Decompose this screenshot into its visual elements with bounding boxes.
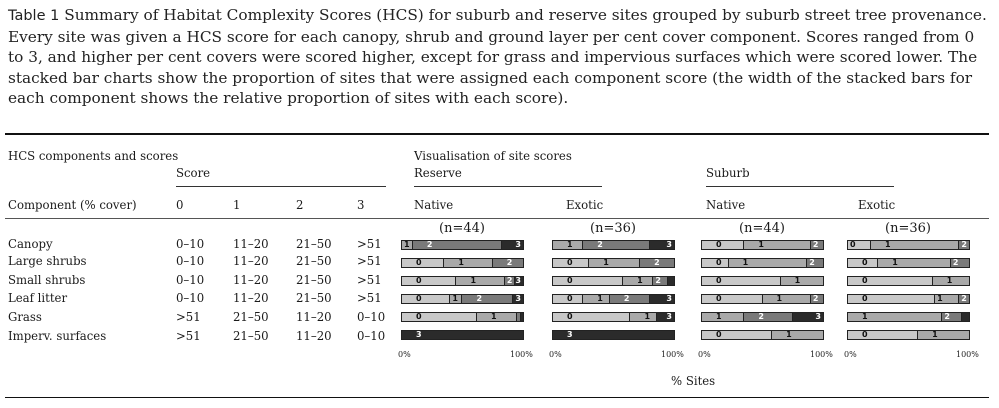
bar-segment-score-3 <box>521 313 523 321</box>
segment-score-label: 1 <box>404 240 410 249</box>
segment-score-label: 1 <box>458 258 464 267</box>
bar-segment-score-2 <box>462 295 513 303</box>
table-bottom-rule <box>5 397 989 398</box>
bar-segment-score-2 <box>640 259 674 267</box>
score-range-cell: 11–20 <box>233 237 269 251</box>
bar-segment-score-1 <box>702 313 744 321</box>
score-range-cell: 11–20 <box>233 273 269 287</box>
segment-score-label: 0 <box>416 294 422 303</box>
stacked-bar <box>847 276 970 286</box>
segment-score-label: 1 <box>946 276 953 285</box>
axis-tick-min: 0% <box>844 350 857 359</box>
bar-segment-score-1 <box>729 259 808 267</box>
stacked-bar <box>401 240 524 250</box>
bar-segment-score-0 <box>848 259 878 267</box>
segment-score-label: 0 <box>862 294 868 303</box>
score-range-cell: >51 <box>176 329 201 343</box>
stacked-bar <box>701 276 824 286</box>
segment-score-label: 1 <box>892 258 898 267</box>
stacked-bar <box>701 330 824 340</box>
bar-segment-score-3 <box>502 241 523 249</box>
segment-score-label: 3 <box>515 294 521 303</box>
stacked-bar <box>552 312 675 322</box>
bar-segment-score-2 <box>807 259 823 267</box>
score-range-cell: >51 <box>357 237 382 251</box>
segment-score-label: 2 <box>952 258 959 267</box>
component-name: Grass <box>8 310 42 324</box>
bar-segment-score-1 <box>763 295 811 303</box>
header-hcs: HCS components and scores <box>8 149 179 163</box>
bar-segment-score-1 <box>935 295 959 303</box>
segment-score-label: 1 <box>470 276 477 285</box>
bar-segment-score-2 <box>959 295 969 303</box>
component-name: Imperv. surfaces <box>8 329 107 343</box>
stacked-bar <box>847 240 970 250</box>
component-name: Canopy <box>8 237 53 251</box>
table-top-rule <box>5 133 989 135</box>
score-range-cell: 0–10 <box>176 237 205 251</box>
bar-segment-score-1 <box>623 277 653 285</box>
bar-segment-score-3 <box>515 277 523 285</box>
stacked-bar <box>701 240 824 250</box>
stacked-bar <box>701 312 824 322</box>
bar-segment-score-2 <box>413 241 503 249</box>
bar-segment-score-3 <box>657 313 674 321</box>
bar-segment-score-1 <box>878 259 951 267</box>
score-col-2: 2 <box>296 198 304 212</box>
segment-score-label: 1 <box>597 294 603 303</box>
score-col-0: 0 <box>176 198 184 212</box>
score-range-cell: 11–20 <box>296 329 332 343</box>
bar-segment-score-1 <box>583 295 610 303</box>
stacked-bar <box>552 258 675 268</box>
score-range-cell: 0–10 <box>357 310 386 324</box>
bar-segment-score-0 <box>402 295 450 303</box>
bar-segment-score-2 <box>942 313 961 321</box>
bar-segment-score-0 <box>702 331 772 339</box>
stacked-bar <box>401 258 524 268</box>
segment-score-label: 1 <box>644 312 651 321</box>
n-label-1: (n=36) <box>590 221 636 236</box>
bar-segment-score-2 <box>610 295 650 303</box>
segment-score-label: 2 <box>812 240 819 249</box>
segment-score-label: 1 <box>937 294 943 303</box>
segment-score-label: 2 <box>597 240 603 249</box>
caption-text: Summary of Habitat Complexity Scores (HCS) for suburb and reserve sites grouped by suburb street tree provenance. Every site was given a HCS score for each canopy, shrub and ground layer per cent cover component. Scores ranged from 0 to 3, and higher per cent covers were scored higher, except for grass and impervious surfaces which were scored lower. The stacked bar charts show the proportion of sites that were assigned each component score (the width of the stacked bars for each component shows the relative proportion of sites with each score). <box>8 6 987 108</box>
bar-segment-score-1 <box>848 313 942 321</box>
table-caption <box>8 5 992 109</box>
segment-score-label: 1 <box>742 258 749 267</box>
segment-score-label: 0 <box>716 258 722 267</box>
segment-score-label: 1 <box>776 294 783 303</box>
bar-segment-score-0 <box>848 295 935 303</box>
header-component: Component (% cover) <box>8 198 137 212</box>
stacked-bar <box>847 258 970 268</box>
stacked-bar <box>847 294 970 304</box>
stacked-bar <box>701 258 824 268</box>
bar-segment-score-0 <box>848 277 933 285</box>
bar-segment-score-1 <box>450 295 462 303</box>
segment-score-label: 0 <box>716 330 722 339</box>
bar-segment-score-2 <box>811 241 823 249</box>
stacked-bar <box>552 276 675 286</box>
bar-segment-score-0 <box>402 313 477 321</box>
header-bottom-rule <box>5 218 989 219</box>
segment-score-label: 0 <box>716 276 722 285</box>
segment-score-label: 1 <box>932 330 938 339</box>
segment-score-label: 2 <box>506 258 513 267</box>
bar-segment-score-2 <box>583 241 650 249</box>
group-label-2: Native <box>706 198 746 212</box>
bar-segment-score-1 <box>589 259 640 267</box>
score-range-cell: >51 <box>176 310 201 324</box>
segment-score-label: 2 <box>506 276 513 285</box>
segment-score-label: 1 <box>884 240 891 249</box>
bar-segment-score-1 <box>744 241 811 249</box>
bar-segment-score-2 <box>505 277 515 285</box>
segment-score-label: 3 <box>416 330 422 339</box>
segment-score-label: 0 <box>567 294 573 303</box>
score-range-cell: 11–20 <box>296 310 332 324</box>
axis-tick-min: 0% <box>398 350 411 359</box>
bar-segment-score-2 <box>959 241 969 249</box>
segment-score-label: 2 <box>654 258 660 267</box>
bar-segment-score-3 <box>513 295 523 303</box>
score-col-1: 1 <box>233 198 241 212</box>
bar-segment-score-1 <box>477 313 517 321</box>
score-range-cell: 0–10 <box>357 329 386 343</box>
segment-score-label: 0 <box>862 330 868 339</box>
segment-score-label: 2 <box>623 294 630 303</box>
segment-score-label: 0 <box>567 312 573 321</box>
axis-tick-min: 0% <box>698 350 711 359</box>
segment-score-label: 0 <box>416 258 422 267</box>
stacked-bar <box>847 330 970 340</box>
axis-tick-max: 100% <box>510 350 533 359</box>
segment-score-label: 1 <box>452 294 458 303</box>
segment-score-label: 3 <box>567 330 573 339</box>
bar-segment-score-2 <box>951 259 969 267</box>
stacked-bar <box>701 294 824 304</box>
segment-score-label: 1 <box>794 276 801 285</box>
group-label-1: Exotic <box>566 198 604 212</box>
bar-segment-score-1 <box>871 241 959 249</box>
bar-segment-score-0 <box>702 277 781 285</box>
segment-score-label: 2 <box>476 294 483 303</box>
score-range-cell: 21–50 <box>233 329 269 343</box>
stacked-bar <box>552 330 675 340</box>
segment-score-label: 3 <box>666 240 672 249</box>
bar-segment-score-0 <box>848 331 918 339</box>
segment-score-label: 2 <box>655 276 661 285</box>
score-range-cell: 21–50 <box>296 291 332 305</box>
axis-tick-max: 100% <box>661 350 684 359</box>
segment-score-label: 2 <box>812 294 819 303</box>
bar-segment-score-0 <box>402 259 444 267</box>
segment-score-label: 2 <box>961 294 967 303</box>
header-visualisation: Visualisation of site scores <box>414 149 572 163</box>
segment-score-label: 3 <box>666 312 672 321</box>
segment-score-label: 0 <box>716 240 722 249</box>
bar-segment-score-1 <box>402 241 413 249</box>
bar-segment-score-2 <box>811 295 823 303</box>
bar-segment-score-3 <box>650 295 674 303</box>
bar-segment-score-3 <box>650 241 674 249</box>
reserve-rule <box>414 186 602 187</box>
segment-score-label: 1 <box>567 240 573 249</box>
segment-score-label: 1 <box>786 330 792 339</box>
segment-score-label: 2 <box>809 258 815 267</box>
score-range-cell: >51 <box>357 291 382 305</box>
bar-segment-score-0 <box>702 295 763 303</box>
bar-segment-score-1 <box>918 331 969 339</box>
score-range-cell: 21–50 <box>233 310 269 324</box>
suburb-rule <box>706 186 894 187</box>
bar-segment-score-1 <box>933 277 969 285</box>
bar-segment-score-1 <box>772 331 823 339</box>
n-label-0: (n=44) <box>439 221 485 236</box>
segment-score-label: 0 <box>716 294 722 303</box>
score-range-cell: 21–50 <box>296 273 332 287</box>
header-score: Score <box>176 166 211 180</box>
segment-score-label: 3 <box>666 294 672 303</box>
axis-tick-max: 100% <box>810 350 833 359</box>
score-range-cell: 11–20 <box>233 254 269 268</box>
component-name: Large shrubs <box>8 254 87 268</box>
segment-score-label: 3 <box>815 312 821 321</box>
segment-score-label: 3 <box>515 240 521 249</box>
component-name: Small shrubs <box>8 273 86 287</box>
bar-segment-score-2 <box>744 313 792 321</box>
bar-segment-score-0 <box>702 241 744 249</box>
bar-segment-score-3 <box>793 313 823 321</box>
score-range-cell: >51 <box>357 254 382 268</box>
group-label-0: Native <box>414 198 454 212</box>
bar-segment-score-0 <box>553 295 583 303</box>
score-rule <box>176 186 386 187</box>
caption-label: Table 1 <box>8 8 60 24</box>
bar-segment-score-1 <box>781 277 823 285</box>
segment-score-label: 2 <box>944 312 950 321</box>
bar-segment-score-1 <box>630 313 657 321</box>
segment-score-label: 1 <box>716 312 722 321</box>
bar-segment-score-0 <box>702 259 729 267</box>
x-axis-label: % Sites <box>671 374 716 388</box>
segment-score-label: 2 <box>758 312 764 321</box>
segment-score-label: 0 <box>567 276 573 285</box>
segment-score-label: 0 <box>416 276 422 285</box>
bar-segment-score-1 <box>553 241 583 249</box>
group-label-3: Exotic <box>858 198 896 212</box>
segment-score-label: 1 <box>637 276 643 285</box>
segment-score-label: 1 <box>758 240 764 249</box>
bar-segment-score-3 <box>962 313 969 321</box>
segment-score-label: 1 <box>491 312 497 321</box>
bar-segment-score-0 <box>848 241 871 249</box>
segment-score-label: 2 <box>426 240 433 249</box>
bar-segment-score-1 <box>444 259 492 267</box>
bar-segment-score-0 <box>553 277 623 285</box>
segment-score-label: 0 <box>416 312 422 321</box>
axis-tick-min: 0% <box>549 350 562 359</box>
header-suburb: Suburb <box>706 166 750 180</box>
bar-segment-score-0 <box>402 277 456 285</box>
n-label-3: (n=36) <box>885 221 931 236</box>
segment-score-label: 0 <box>862 276 868 285</box>
bar-segment-score-0 <box>553 313 630 321</box>
bar-segment-score-1 <box>456 277 504 285</box>
header-reserve: Reserve <box>414 166 462 180</box>
stacked-bar <box>401 312 524 322</box>
axis-tick-max: 100% <box>956 350 979 359</box>
bar-segment-score-3 <box>402 331 523 339</box>
segment-score-label: 2 <box>961 240 967 249</box>
bar-segment-score-3 <box>553 331 674 339</box>
stacked-bar <box>552 240 675 250</box>
bar-segment-score-3 <box>668 277 674 285</box>
bar-segment-score-0 <box>553 259 589 267</box>
stacked-bar <box>552 294 675 304</box>
stacked-bar <box>401 294 524 304</box>
stacked-bar <box>401 330 524 340</box>
segment-score-label: 3 <box>515 276 521 285</box>
score-range-cell: 0–10 <box>176 291 205 305</box>
bar-segment-score-2 <box>653 277 668 285</box>
score-range-cell: 0–10 <box>176 273 205 287</box>
score-range-cell: 21–50 <box>296 254 332 268</box>
score-range-cell: >51 <box>357 273 382 287</box>
n-label-2: (n=44) <box>739 221 785 236</box>
stacked-bar <box>847 312 970 322</box>
segment-score-label: 0 <box>567 258 573 267</box>
score-range-cell: 0–10 <box>176 254 205 268</box>
segment-score-label: 0 <box>862 258 868 267</box>
score-range-cell: 11–20 <box>233 291 269 305</box>
bar-segment-score-2 <box>493 259 523 267</box>
segment-score-label: 1 <box>603 258 609 267</box>
score-col-3: 3 <box>357 198 365 212</box>
stacked-bar <box>401 276 524 286</box>
score-range-cell: 21–50 <box>296 237 332 251</box>
component-name: Leaf litter <box>8 291 68 305</box>
segment-score-label: 1 <box>862 312 868 321</box>
segment-score-label: 0 <box>850 240 856 249</box>
